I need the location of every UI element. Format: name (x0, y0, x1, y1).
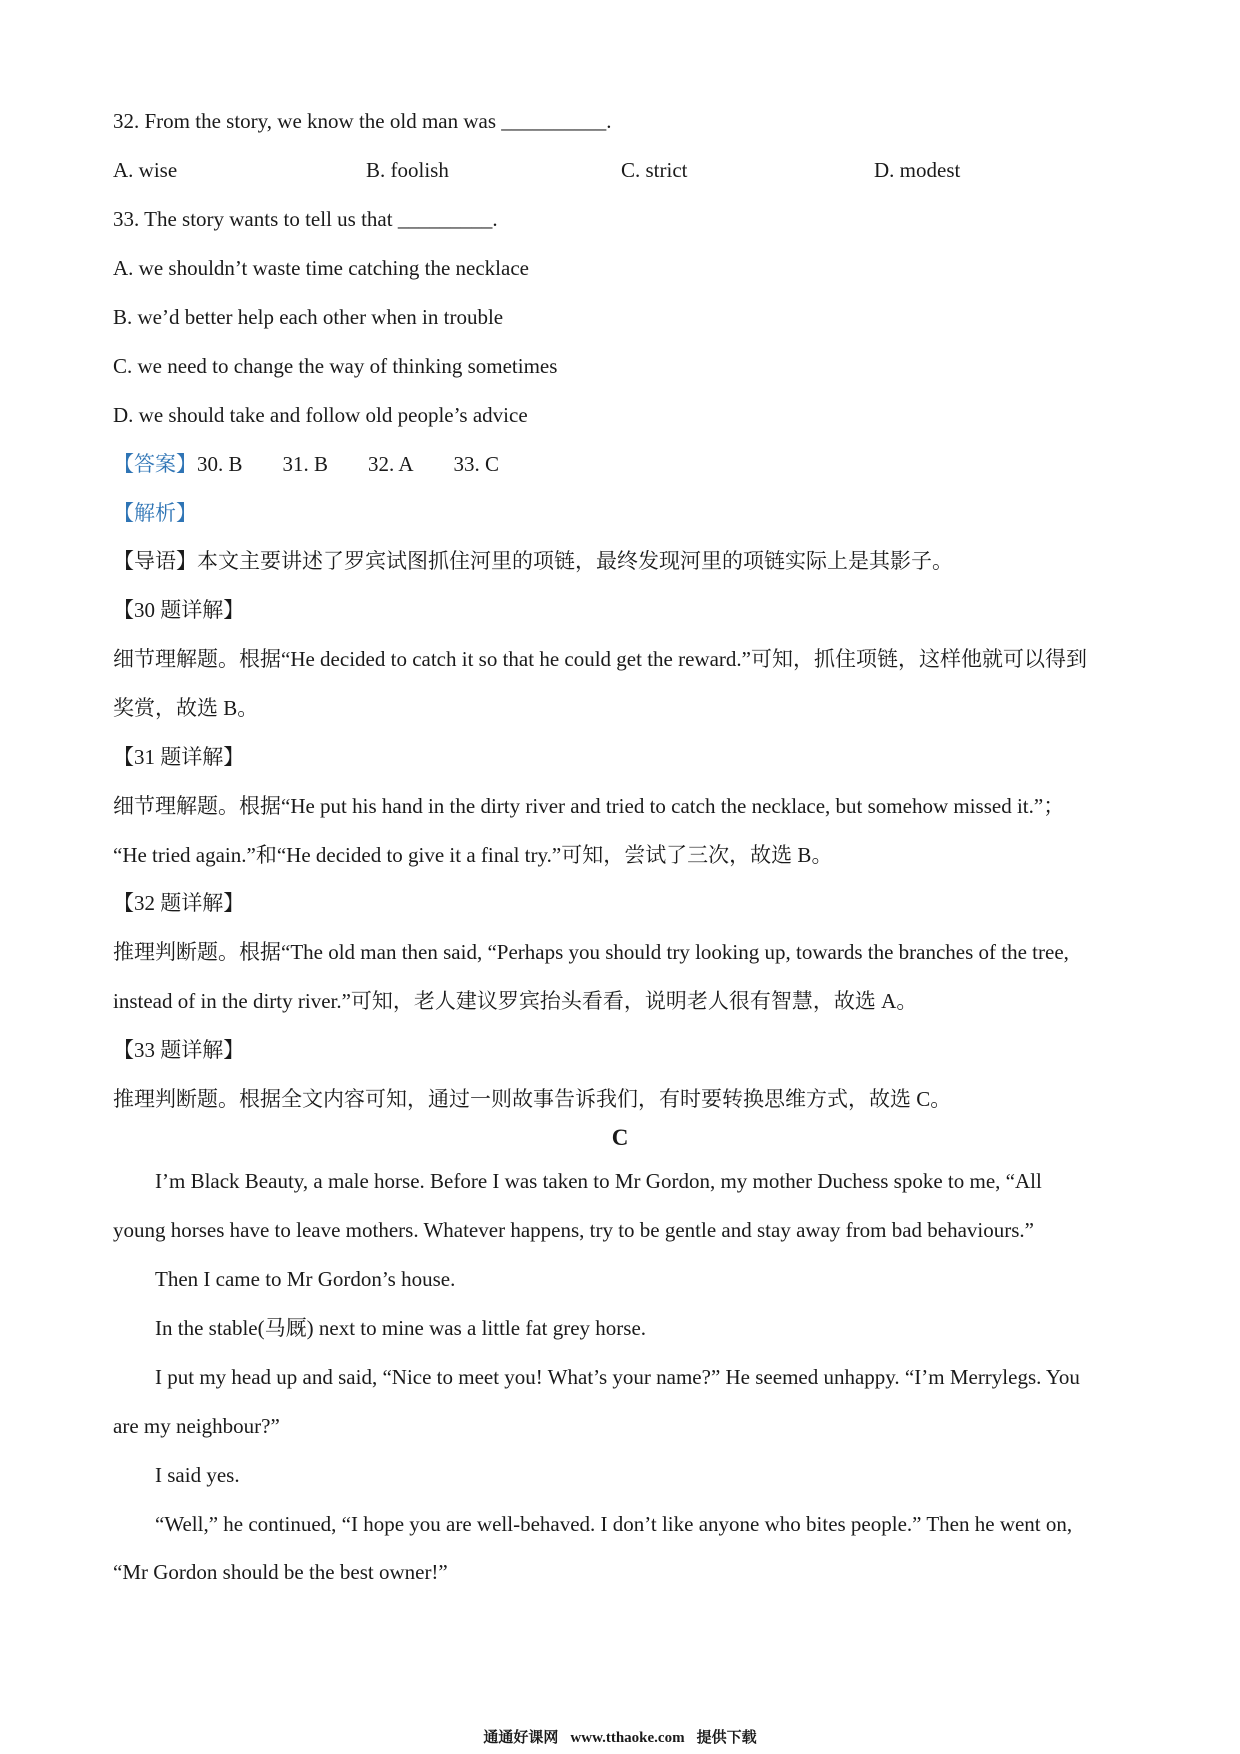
footer-url[interactable]: www.tthaoke.com (570, 1730, 685, 1746)
answer-item: 33. C (453, 452, 500, 476)
passage-line: “Well,” he continued, “I hope you are well-behaved. I don’t like anyone who bites people.” Then he went on, (155, 1512, 1073, 1536)
passage-line: “Mr Gordon should be the best owner!” (113, 1560, 448, 1584)
question-33-option-a: A. we shouldn’t waste time catching the necklace (113, 256, 529, 280)
passage-line: I said yes. (155, 1463, 240, 1487)
analysis-label: 【解析】 (113, 501, 197, 525)
detail-31-line-1: 细节理解题。根据“He put his hand in the dirty river and tried to catch the necklace, but somehow missed it.”； (113, 794, 1065, 818)
detail-30-line-2: 奖赏，故选 B。 (113, 696, 259, 720)
question-32-option-b: B. foolish (366, 158, 449, 182)
detail-30-title: 【30 题详解】 (113, 598, 245, 622)
detail-32-line-2: instead of in the dirty river.”可知，老人建议罗宾抬头看看，说明老人很有智慧，故选 A。 (113, 989, 918, 1013)
section-c-heading: C (611, 1125, 629, 1150)
question-33-stem: 33. The story wants to tell us that _________. (113, 207, 498, 231)
question-32-option-c: C. strict (621, 158, 688, 182)
answer-item: 30. B (197, 452, 243, 476)
answer-item: 32. A (368, 452, 414, 476)
question-33-option-c: C. we need to change the way of thinking sometimes (113, 354, 558, 378)
page-footer (0, 1728, 1240, 1748)
passage-line: I’m Black Beauty, a male horse. Before I was taken to Mr Gordon, my mother Duchess spoke to me, “All (155, 1169, 1042, 1193)
answer-item: 31. B (282, 452, 329, 476)
detail-30-line-1: 细节理解题。根据“He decided to catch it so that he could get the reward.”可知，抓住项链，这样他就可以得到 (113, 647, 1087, 671)
passage-line: Then I came to Mr Gordon’s house. (155, 1267, 456, 1291)
detail-33-line-1: 推理判断题。根据全文内容可知，通过一则故事告诉我们，有时要转换思维方式，故选 C。 (113, 1087, 952, 1111)
detail-32-line-1: 推理判断题。根据“The old man then said, “Perhaps you should try looking up, towards the branches of the tree, (113, 940, 1069, 964)
footer-note: 提供下载 (696, 1730, 757, 1746)
question-32-option-d: D. modest (874, 158, 961, 182)
question-32-option-a: A. wise (113, 158, 178, 182)
answer-label: 【答案】 (113, 452, 197, 476)
question-33-option-d: D. we should take and follow old people’s advice (113, 403, 528, 427)
passage-line: young horses have to leave mothers. Whatever happens, try to be gentle and stay away from bad behaviours.” (113, 1218, 1034, 1242)
guide-text: 【导语】本文主要讲述了罗宾试图抓住河里的项链，最终发现河里的项链实际上是其影子。 (113, 549, 953, 573)
passage-line: I put my head up and said, “Nice to meet you! What’s your name?” He seemed unhappy. “I’m Merrylegs. You (155, 1365, 1080, 1389)
passage-line: are my neighbour?” (113, 1414, 280, 1438)
detail-31-line-2: “He tried again.”和“He decided to give it a final try.”可知，尝试了三次，故选 B。 (113, 843, 833, 867)
question-33-option-b: B. we’d better help each other when in trouble (113, 305, 504, 329)
detail-31-title: 【31 题详解】 (113, 745, 245, 769)
question-32-stem: 32. From the story, we know the old man was __________. (113, 109, 612, 133)
passage-line: In the stable(马厩) next to mine was a little fat grey horse. (155, 1316, 647, 1340)
detail-33-title: 【33 题详解】 (113, 1038, 245, 1062)
detail-32-title: 【32 题详解】 (113, 891, 245, 915)
answer-line (113, 449, 539, 479)
footer-site-name: 通通好课网 (483, 1730, 559, 1746)
